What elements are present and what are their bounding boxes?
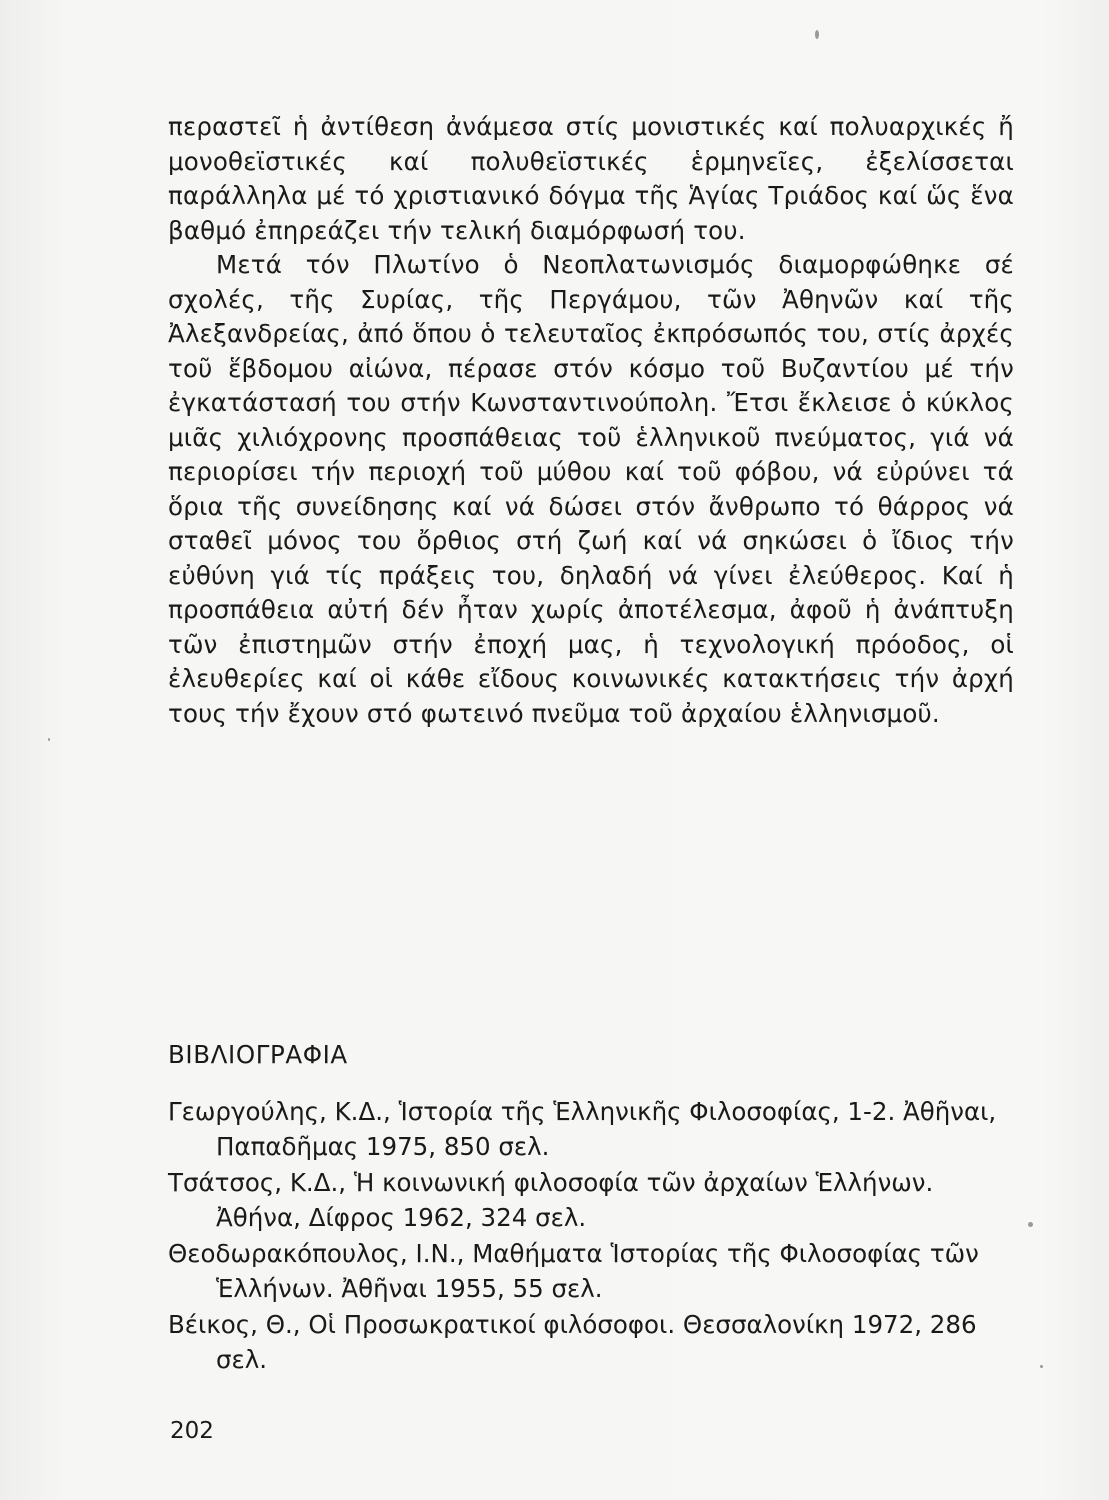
bibliography-entry: Τσάτσος, Κ.Δ., Ἡ κοινωνική φιλοσοφία τῶν ἀρχαίων Ἑλλήνων. Ἀθήνα, Δίφρος 1962, 324 σελ. (168, 1168, 934, 1232)
paragraph: Μετά τόν Πλωτίνο ὁ Νεοπλατωνισμός διαμορφώθηκε σέ σχολές, τῆς Συρίας, τῆς Περγάμου, τῶν Ἀθηνῶν καί τῆς Ἀλεξανδρείας, ἀπό ὅπου ὁ τελευταῖος ἐκπρόσωπός του, στίς ἀρχές τοῦ ἕβδομου αἰώνα, πέρασε στόν κόσμο τοῦ Βυζαντίου μέ τήν ἐγκατάστασή του στήν Κωνσταντινούπολη. Ἔτσι ἔκλεισε ὁ κύκλος μιᾶς χιλιόχρονης προσπάθειας τοῦ ἑλληνικοῦ πνεύματος, γιά νά περιορίσει τήν περιοχή τοῦ μύθου καί τοῦ φόβου, νά εὐρύνει τά ὅρια τῆς συνείδησης καί νά δώσει στόν ἄνθρωπο τό θάρρος νά σταθεῖ μόνος του ὄρθιος στή ζωή καί νά σηκώσει ὁ ἴδιος τήν εὐθύνη γιά τίς πράξεις του, δηλαδή νά γίνει ἐλεύθερος. Καί ἡ προσπάθεια αὐτή δέν ἦταν χωρίς ἀποτέλεσμα, ἀφοῦ ἡ ἀνάπτυξη τῶν ἐπιστημῶν στήν ἐποχή μας, ἡ τεχνολογική πρόοδος, οἱ ἐλευθερίες καί οἱ κάθε εἴδους κοινωνικές κατακτήσεις τήν ἀρχή τους τήν ἔχουν στό φωτεινό πνεῦμα τοῦ ἀρχαίου ἑλληνισμοῦ. (168, 250, 1014, 728)
paper-speck (48, 738, 50, 741)
paper-speck (1028, 1222, 1033, 1227)
paragraph: περαστεῖ ἡ ἀντίθεση ἀνάμεσα στίς μονιστικές καί πολυαρχικές ἤ μονοθεϊστικές καί πολυθεϊστικές ἑρμηνεῖες, ἐξελίσσεται παράλληλα μέ τό χριστιανικό δόγμα τῆς Ἁγίας Τριάδος καί ὥς ἕνα βαθμό ἐπηρεάζει τήν τελική διαμόρφωσή του. (168, 112, 1014, 245)
bibliography-list (168, 1095, 1018, 1379)
body-text (168, 110, 1014, 731)
bibliography-entry: Βέικος, Θ., Οἱ Προσωκρατικοί φιλόσοφοι. Θεσσαλονίκη 1972, 286 σελ. (168, 1310, 977, 1374)
paper-speck (815, 30, 819, 39)
paper-speck (1040, 1365, 1043, 1368)
bibliography-entry: Γεωργούλης, Κ.Δ., Ἱστορία τῆς Ἑλληνικῆς Φιλοσοφίας, 1-2. Ἀθῆναι, Παπαδῆμας 1975, 850 σελ. (168, 1097, 997, 1161)
bibliography-heading: ΒΙΒΛΙΟΓΡΑΦΙΑ (168, 1040, 348, 1069)
page-number: 202 (170, 1418, 214, 1444)
bibliography-entry: Θεοδωρακόπουλος, Ι.Ν., Μαθήματα Ἱστορίας τῆς Φιλοσοφίας τῶν Ἑλλήνων. Ἀθῆναι 1955, 55 σελ. (168, 1239, 979, 1303)
